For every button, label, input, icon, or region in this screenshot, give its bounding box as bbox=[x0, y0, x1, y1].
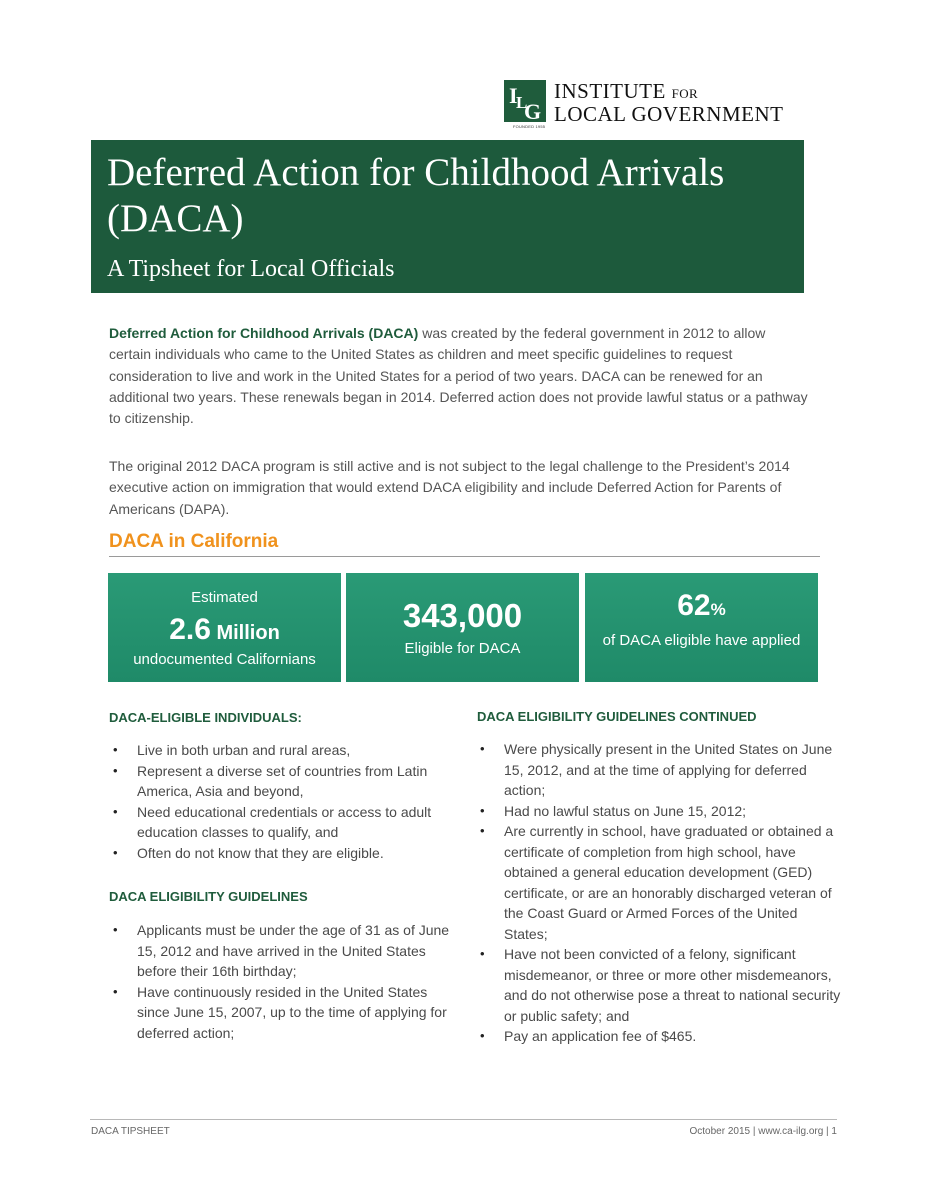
list-item: • Applicants must be under the age of 31 as of June 15, 2012 and have arrived in the United States before their 16th birthday; bbox=[109, 920, 459, 982]
page-title: Deferred Action for Childhood Arrivals (DACA) bbox=[107, 151, 725, 240]
stat-value: 2.6 bbox=[169, 613, 211, 646]
stat-card-eligible: 343,000 Eligible for DACA bbox=[346, 573, 579, 682]
list-item: • Represent a diverse set of countries from Latin America, Asia and beyond, bbox=[109, 761, 449, 802]
list-item: • Have not been convicted of a felony, significant misdemeanor, or three or more other misdemeanors, and do not otherwise pose a threat to national security or public safety; and bbox=[476, 944, 844, 1026]
heading-guidelines-continued: DACA ELIGIBILITY GUIDELINES CONTINUED bbox=[477, 709, 757, 724]
list-item: • Pay an application fee of $465. bbox=[476, 1026, 844, 1047]
ilg-logo bbox=[504, 79, 784, 129]
list-item: • Had no lawful status on June 15, 2012; bbox=[476, 801, 844, 822]
section-heading: DACA in California bbox=[109, 531, 820, 557]
list-item: • Live in both urban and rural areas, bbox=[109, 740, 449, 761]
list-item: • Have continuously resided in the United States since June 15, 2007, up to the time of applying for deferred action; bbox=[109, 982, 459, 1044]
eligible-individuals-list bbox=[109, 740, 449, 863]
stat-card-applied: 62% of DACA eligible have applied bbox=[585, 573, 818, 682]
list-item: • Often do not know that they are eligible. bbox=[109, 843, 449, 864]
heading-eligibility-guidelines: DACA ELIGIBILITY GUIDELINES bbox=[109, 889, 308, 904]
logo-wordmark: INSTITUTE FOR LOCAL GOVERNMENT bbox=[554, 79, 784, 126]
list-item: • Are currently in school, have graduated or obtained a certificate of completion from high school, have obtained a general education development (GED) certificate, or are an honorably discharged veteran of the Coast Guard or Armed Forces of the United States; bbox=[476, 821, 844, 944]
stat-value: 62 bbox=[677, 589, 711, 622]
title-banner bbox=[91, 140, 804, 293]
footer-divider bbox=[90, 1119, 837, 1120]
list-item: • Were physically present in the United States on June 15, 2012, and at the time of applying for deferred action; bbox=[476, 739, 844, 801]
intro-paragraph-1: Deferred Action for Childhood Arrivals (DACA) was created by the federal government in 2012 to allow certain individuals who came to the United States as children and meet specific guidelines to request consideration to live and work in the United States for a period of two years. DACA can be renewed for an additional two years. These renewals began in 2014. Deferred action does not provide lawful status or a pathway to citizenship. bbox=[109, 325, 808, 427]
stat-value: 343,000 bbox=[402, 597, 523, 634]
intro-bold-term: Deferred Action for Childhood Arrivals (DACA) bbox=[109, 325, 419, 341]
ilg-logo-mark: I L G FOUNDED 1955 bbox=[504, 80, 546, 122]
stat-card-undocumented: Estimated 2.6 Million undocumented Californians bbox=[108, 573, 341, 682]
guidelines-continued-list bbox=[476, 739, 844, 1047]
list-item: • Need educational credentials or access to adult education classes to qualify, and bbox=[109, 802, 449, 843]
intro-paragraph-2: The original 2012 DACA program is still active and is not subject to the legal challenge to the President’s 2014 executive action on immigration that would extend DACA eligibility and include Deferred Action for Parents of Americans (DAPA). bbox=[109, 458, 790, 517]
logo-founded-text: FOUNDED 1955 bbox=[513, 124, 546, 129]
heading-eligible-individuals: DACA-ELIGIBLE INDIVIDUALS: bbox=[109, 710, 302, 725]
page-subtitle: A Tipsheet for Local Officials bbox=[107, 256, 395, 282]
footer-doc-title: DACA TIPSHEET bbox=[91, 1126, 170, 1137]
footer-page-info: October 2015 | www.ca-ilg.org | 1 bbox=[689, 1126, 837, 1137]
eligibility-guidelines-list bbox=[109, 920, 459, 1043]
